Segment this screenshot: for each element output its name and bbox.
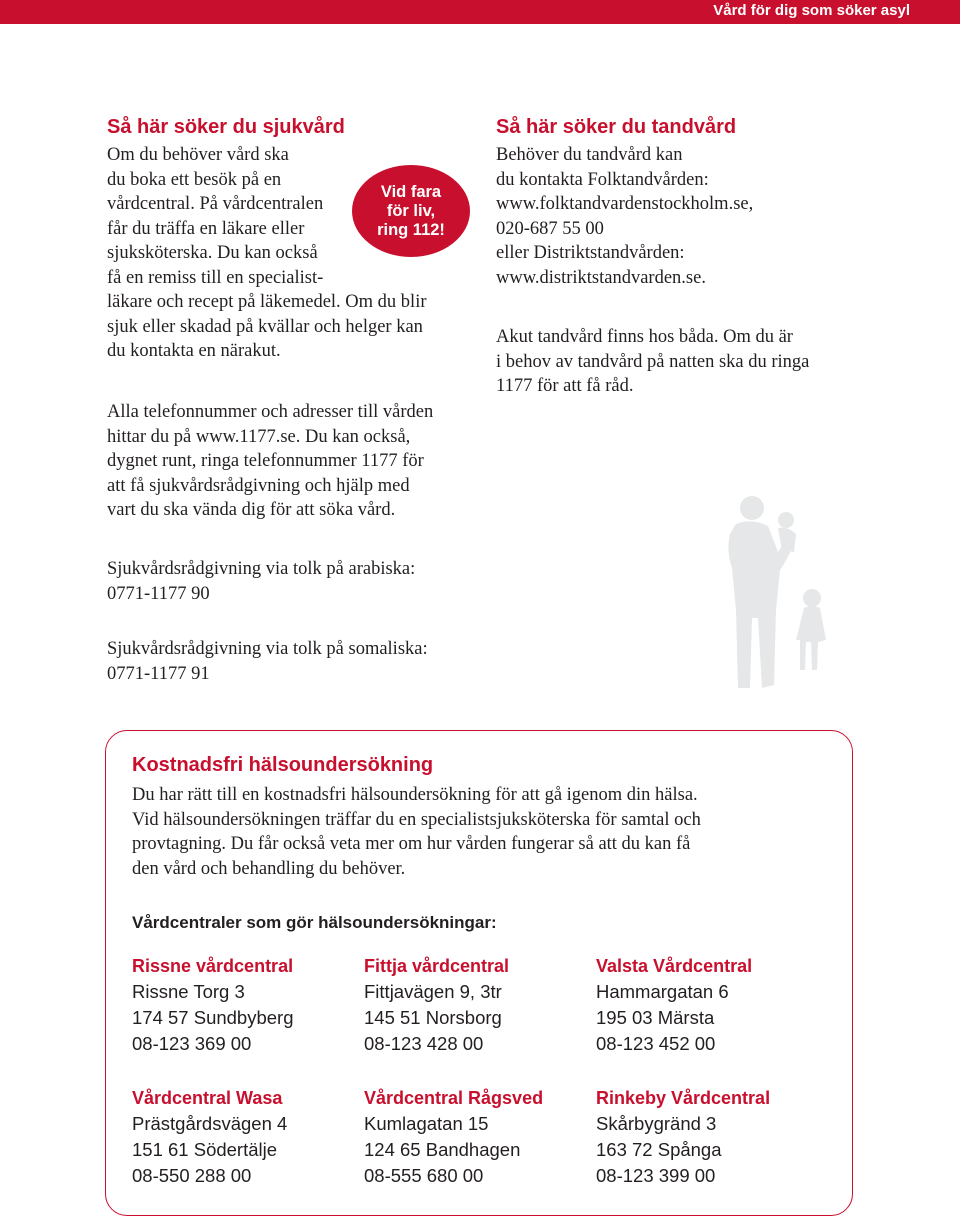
text-line: får du träffa en läkare eller [107,218,305,239]
emergency-line: Vid fara [380,182,442,201]
clinic-city: 195 03 Märsta [596,1007,715,1028]
phone-number: 0771-1177 90 [107,583,210,604]
text-line: du kontakta Folktandvården: [496,169,709,190]
clinic-name: Rissne vårdcentral [132,956,294,976]
clinic-city: 163 72 Spånga [596,1139,722,1160]
tandvard-para2 [496,325,809,399]
clinic-city: 151 61 Södertälje [132,1139,278,1160]
text-line: få en remiss till en specialist- [107,267,324,288]
text-line: Du har rätt till en kostnadsfri hälsoundersökning för att gå igenom din hälsa. [132,785,698,805]
text-line: Om du behöver vård ska [107,145,289,165]
text-line: provtagning. Du får också veta mer om hur vården fungerar så att du kan få [132,834,691,854]
clinic-card [364,1085,584,1189]
clinic-name: Vårdcentral Rågsved [364,1088,544,1108]
clinic-phone: 08-555 680 00 [364,1165,484,1186]
text-line: www.distriktstandvarden.se. [496,267,706,288]
text-line: i behov av tandvård på natten ska du ringa [496,351,810,372]
clinic-phone: 08-123 452 00 [596,1033,716,1054]
text-line: du boka ett besök på en [107,169,282,190]
text-line: eller Distriktstandvården: [496,243,685,263]
emergency-line: ring 112! [377,220,445,239]
clinic-phone: 08-123 399 00 [596,1165,716,1186]
tandvard-para1 [496,143,753,290]
text-line: Sjukvårdsrådgivning via tolk på somaliska: [107,639,428,659]
text-line: sjuksköterska. Du kan också [107,243,318,263]
clinic-street: Rissne Torg 3 [132,981,245,1002]
emergency-line: för liv, [386,201,436,220]
phone-number: 0771-1177 91 [107,663,210,684]
text-line: du kontakta en närakut. [107,341,281,361]
text-line: dygnet runt, ringa telefonnummer 1177 för [107,451,424,471]
clinic-street: Skårbygränd 3 [596,1113,717,1134]
text-line: att få sjukvårdsrådgivning och hjälp med [107,475,410,496]
sjukvard-heading: Så här söker du sjukvård [107,116,345,138]
clinic-name: Valsta Vårdcentral [596,956,753,976]
clinic-city: 174 57 Sundbyberg [132,1007,294,1028]
text-line: Behöver du tandvård kan [496,145,683,165]
clinic-street: Fittjavägen 9, 3tr [364,981,502,1002]
clinic-city: 124 65 Bandhagen [364,1139,521,1160]
text-line: www.folktandvardenstockholm.se, [496,194,754,214]
text-line: sjuk eller skadad på kvällar och helger kan [107,316,423,337]
clinic-phone: 08-123 428 00 [364,1033,484,1054]
clinic-name: Rinkeby Vårdcentral [596,1088,771,1108]
clinic-name: Vårdcentral Wasa [132,1088,283,1108]
clinic-street: Kumlagatan 15 [364,1113,489,1134]
tandvard-heading: Så här söker du tandvård [496,116,737,138]
text-line: Alla telefonnummer och adresser till vården [107,402,434,422]
text-line: Sjukvårdsrådgivning via tolk på arabiska: [107,559,416,579]
clinic-street: Prästgårdsvägen 4 [132,1113,288,1134]
text-line: vart du ska vända dig för att söka vård. [107,500,396,520]
text-line: Akut tandvård finns hos båda. Om du är [496,327,793,347]
clinic-phone: 08-550 288 00 [132,1165,252,1186]
sjukvard-para2 [107,400,433,523]
parent-child-silhouette-icon [720,490,840,695]
text-line: hittar du på www.1177.se. Du kan också, [107,426,411,447]
text-line: läkare och recept på läkemedel. Om du blir [107,292,427,312]
header-title: Vård för dig som söker asyl [713,2,910,19]
clinic-card [596,953,816,1057]
clinic-name: Fittja vårdcentral [364,956,510,976]
text-line: vårdcentral. På vårdcentralen [107,194,324,214]
text-line: den vård och behandling du behöver. [132,858,406,879]
sjukvard-arabic-line [107,557,415,606]
text-line: Vid hälsoundersökningen träffar du en specialistsjuksköterska för samtal och [132,809,701,830]
text-line: 1177 för att få råd. [496,376,634,396]
clinic-street: Hammargatan 6 [596,981,729,1002]
sjukvard-somali-line [107,637,428,686]
text-line: 020-687 55 00 [496,218,604,239]
health-check-body [132,783,701,881]
clinic-card [132,1085,352,1189]
clinics-heading: Vårdcentraler som gör hälsoundersökningar: [132,913,497,932]
emergency-badge [352,165,470,257]
clinic-city: 145 51 Norsborg [364,1007,502,1028]
clinic-card [596,1085,816,1189]
clinic-card [364,953,584,1057]
clinic-card [132,953,352,1057]
clinic-phone: 08-123 369 00 [132,1033,252,1054]
health-check-heading: Kostnadsfri hälsoundersökning [132,754,434,776]
